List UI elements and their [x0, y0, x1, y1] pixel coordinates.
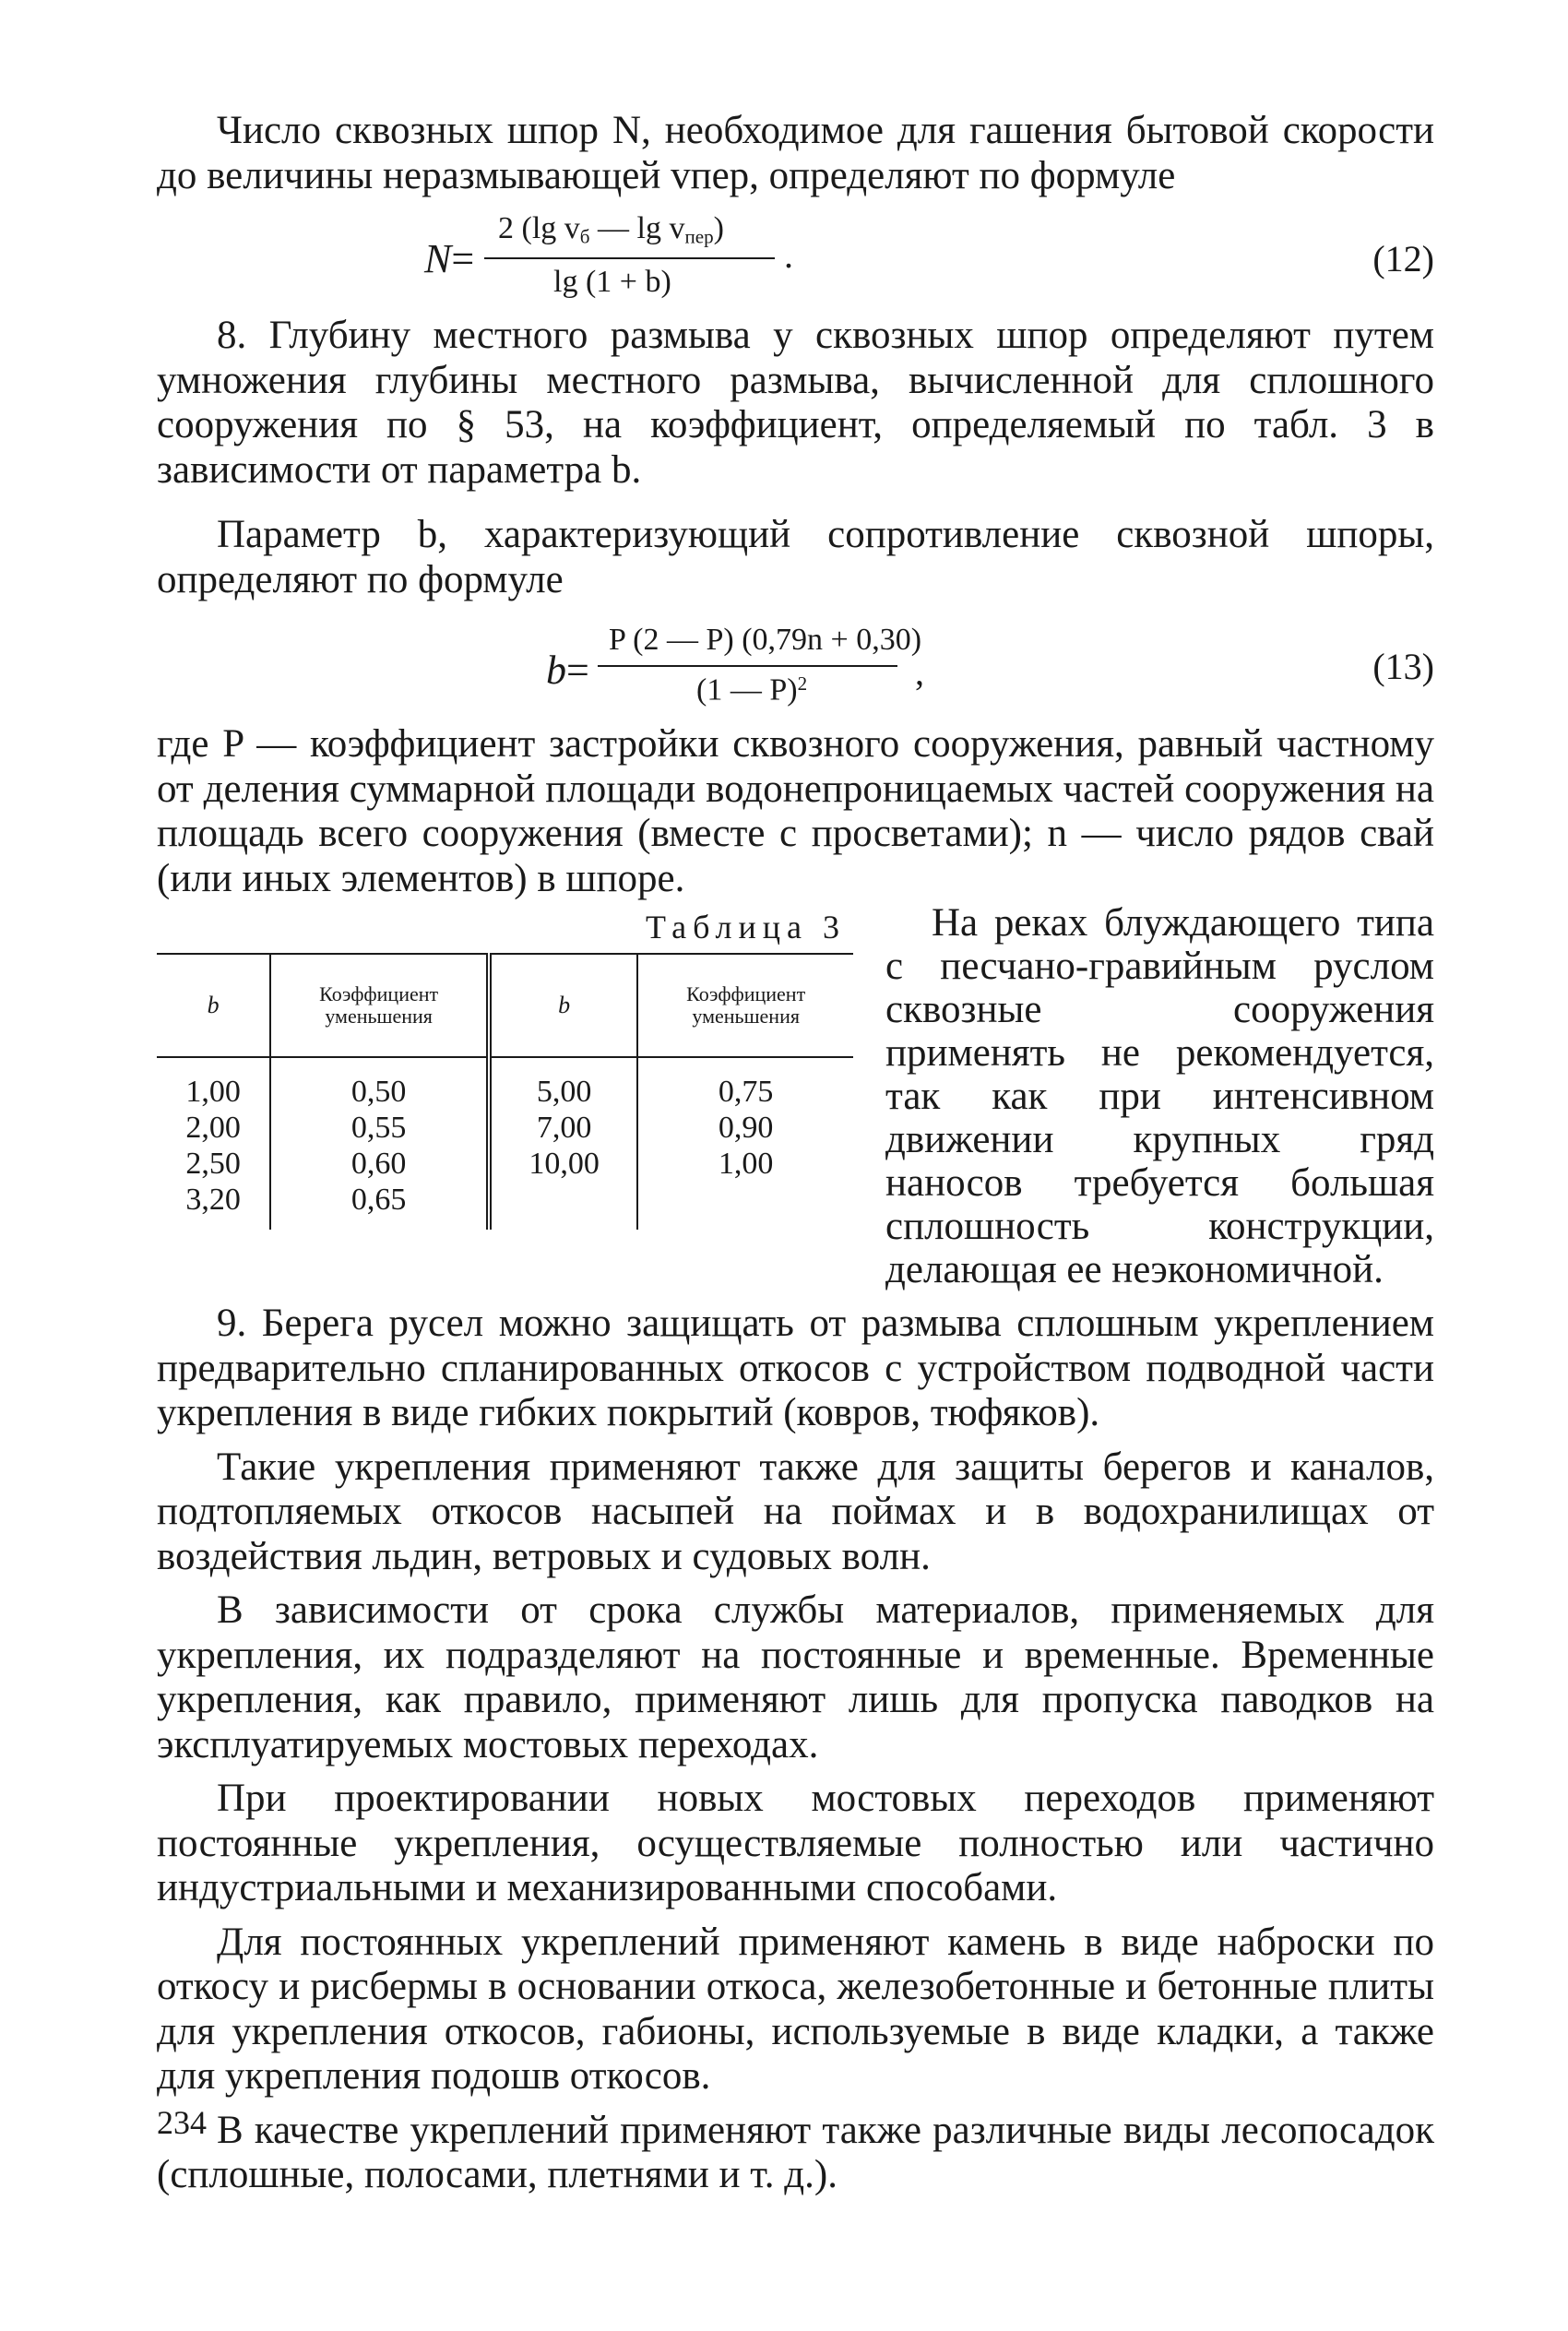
paragraph-1: Число сквозных шпор N, необходимое для гашения бытовой скорости до величины неразмывающей vпер, определяют по формуле [157, 109, 1434, 197]
paragraph-8: В зависимости от срока службы материалов, применяемых для укрепления, их подразделяют на постоянные и временные. Временные укрепления, как правило, применяют лишь для пропуска паводков на эксплуатируемых мостовых переходах. [157, 1588, 1434, 1766]
table-header-coefficient-1: Коэффициент уменьшения [270, 954, 489, 1057]
table-row [157, 1181, 853, 1230]
paragraph-10: Для постоянных укреплений применяют камень в виде наброски по откосу и рисбермы в основании откоса, железобетонные и бетонные плиты для укрепления откосов, габионы, используемые в виде кладки, а также для укрепления подошв откосов. [157, 1920, 1434, 2098]
table-cell: 0,60 [270, 1145, 489, 1181]
paragraph-2: 8. Глубину местного размыва у сквозных шпор определяют путем умножения глубины местного размыва, вычисленной для сплошного сооружения по § 53, на коэффициент, определяемый по табл. 3 в зависимости от параметра b. [157, 314, 1434, 492]
formula-12 [157, 198, 1434, 314]
table-row [157, 1109, 853, 1145]
formula-12-lhs: N= [424, 236, 475, 281]
formula-13-fraction-bar [598, 665, 897, 667]
table-row [157, 1145, 853, 1181]
formula-12-denominator: lg (1 + b) [553, 265, 671, 299]
table-cell [637, 1181, 853, 1230]
formula-12-period: . [784, 234, 793, 276]
paragraph-5: На реках блуждающего типа с песчано-гравийным руслом сквозные сооружения применять не рекомендуется, так как при интенсивном движении крупных гряд наносов требуется большая сплошность конструкции, делающая ее неэкономичной. [885, 901, 1434, 1291]
table-row [157, 1057, 853, 1109]
paragraph-11: В качестве укреплений применяют также различные виды лесопосадок (сплошные, полосами, плетнями и т. д.). [157, 2108, 1434, 2196]
table-3-grid [157, 953, 853, 1230]
table-header-b-1: b [157, 954, 270, 1057]
table-cell: 2,00 [157, 1109, 270, 1145]
formula-12-fraction-bar [484, 257, 775, 259]
formula-13-lhs: b= [546, 648, 589, 693]
table-cell [489, 1181, 637, 1230]
formula-13-comma: , [915, 651, 924, 693]
table-3 [157, 901, 853, 1230]
formula-13 [157, 602, 1434, 722]
paragraph-6: 9. Берега русел можно защищать от размыва сплошным укреплением предварительно спланированных откосов с устройством подводной части укрепления в виде гибких покрытий (ковров, тюфяков). [157, 1302, 1434, 1434]
table-cell: 1,00 [157, 1057, 270, 1109]
formula-13-denominator: (1 — P)$^2$ [696, 672, 808, 708]
table-cell: 5,00 [489, 1057, 637, 1109]
table-cell: 2,50 [157, 1145, 270, 1181]
page-body [157, 109, 1434, 2198]
table-header-row [157, 954, 853, 1057]
paragraph-9: При проектировании новых мостовых переходов применяют постоянные укрепления, осуществляемые полностью или частично индустриальными и механизированными способами. [157, 1777, 1434, 1909]
table-cell: 3,20 [157, 1181, 270, 1230]
table-cell: 0,65 [270, 1181, 489, 1230]
table-cell: 1,00 [718, 1147, 774, 1181]
formula-13-numerator: P (2 — P) (0,79n + 0,30) [609, 623, 922, 657]
table-and-wrapped-text [157, 901, 1434, 1307]
table-cell: 0,90 [718, 1111, 774, 1145]
formula-12-number: (12) [1372, 238, 1434, 279]
table-cell: 7,00 [489, 1109, 637, 1145]
table-cell: 0,75 [718, 1075, 774, 1109]
table-cell: 0,50 [270, 1057, 489, 1109]
paragraph-3: Параметр b, характеризующий сопротивление сквозной шпоры, определяют по формуле [157, 513, 1434, 601]
table-header-coefficient-2: Коэффициент уменьшения [637, 954, 853, 1057]
page-number: 234 [157, 2104, 207, 2141]
formula-12-numerator: 2 (lg $v_б$ — $\lg v_{пер}$) [498, 211, 724, 248]
side-column-text [885, 901, 1434, 1291]
table-header-b-2: b [489, 954, 637, 1057]
paragraph-7: Такие укрепления применяют также для защиты берегов и каналов, подтопляемых откосов насыпей на поймах и в водохранилищах от воздействия льдин, ветровых и судовых волн. [157, 1445, 1434, 1578]
table-caption: Таблица 3 [646, 909, 846, 945]
table-cell: 0,55 [270, 1109, 489, 1145]
paragraph-4: где P — коэффициент застройки сквозного сооружения, равный частному от деления суммарной площади водонепроницаемых частей сооружения на площадь всего сооружения (вместе с просветами); n — число рядов свай (или иных элементов) в шпоре. [157, 722, 1434, 900]
formula-13-number: (13) [1372, 646, 1434, 687]
table-cell: 10,00 [489, 1145, 637, 1181]
